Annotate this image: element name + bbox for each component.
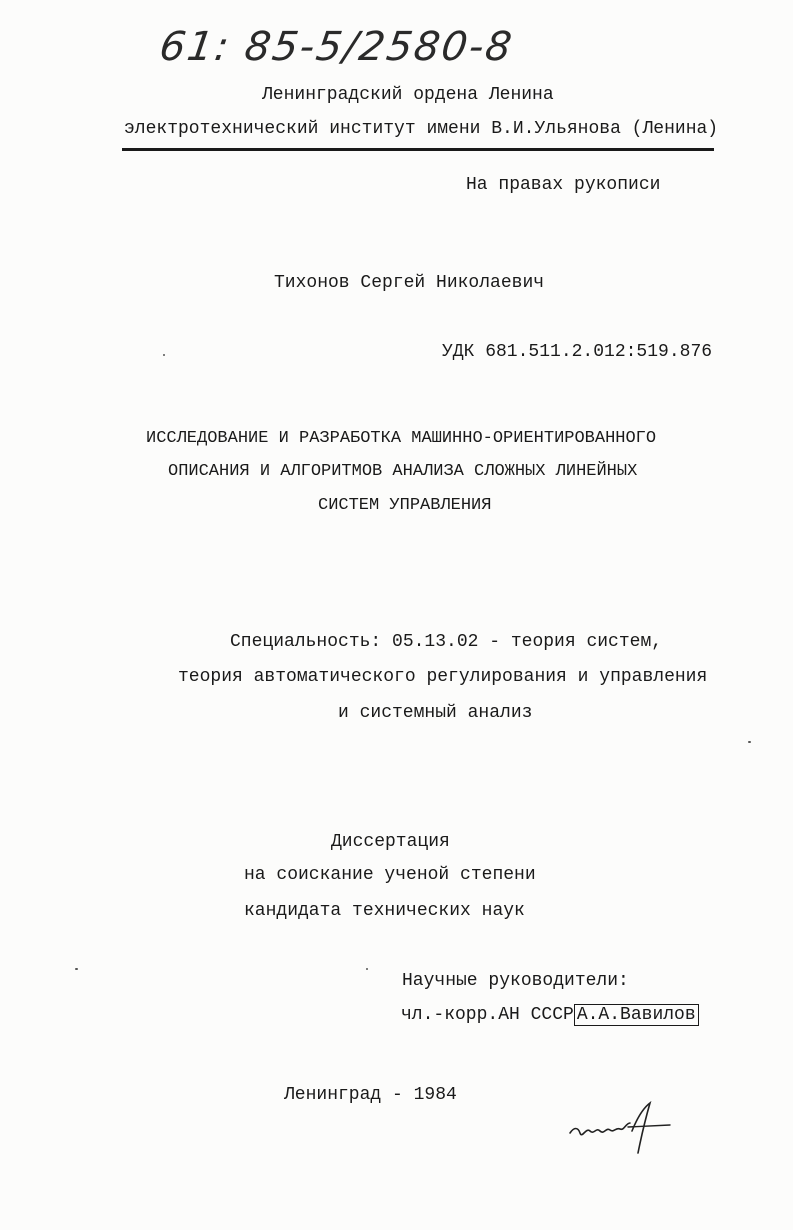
paper-speck <box>748 741 751 743</box>
dissertation-line-1: Диссертация <box>331 832 450 852</box>
dissertation-line-3: кандидата технических наук <box>244 901 525 921</box>
paper-speck <box>163 354 165 356</box>
title-line-1: ИССЛЕДОВАНИЕ И РАЗРАБОТКА МАШИННО-ОРИЕНТИРОВАННОГО <box>146 429 657 448</box>
dissertation-line-2: на соискание ученой степени <box>244 865 536 885</box>
author-name: Тихонов Сергей Николаевич <box>274 273 545 293</box>
archive-stamp: 61: 85-5/2580-8 <box>156 24 517 70</box>
specialty-line-3: и системный анализ <box>338 703 533 723</box>
paper-speck <box>366 968 368 970</box>
supervisor-entry <box>401 1004 699 1026</box>
specialty-line-1: Специальность: 05.13.02 - теория систем, <box>230 632 663 652</box>
supervisor-rank: чл.-корр.АН СССР <box>401 1005 574 1025</box>
title-line-2: ОПИСАНИЯ И АЛГОРИТМОВ АНАЛИЗА СЛОЖНЫХ ЛИНЕЙНЫХ <box>168 462 638 481</box>
supervisors-heading: Научные руководители: <box>402 971 629 991</box>
rights-note: На правах рукописи <box>466 175 661 195</box>
institute-line-2: электротехнический институт имени В.И.Ульянова (Ленина) <box>124 119 719 139</box>
institute-line-1: Ленинградский ордена Ленина <box>262 85 554 105</box>
specialty-line-2: теория автоматического регулирования и управления <box>178 667 708 687</box>
supervisor-name: А.А.Вавилов <box>574 1004 699 1026</box>
place-year: Ленинград - 1984 <box>284 1085 457 1105</box>
paper-speck <box>75 968 78 970</box>
handwritten-signature <box>566 1097 676 1157</box>
title-line-3: СИСТЕМ УПРАВЛЕНИЯ <box>318 496 492 515</box>
header-rule <box>122 148 714 151</box>
udc-code: УДК 681.511.2.012:519.876 <box>442 342 713 362</box>
